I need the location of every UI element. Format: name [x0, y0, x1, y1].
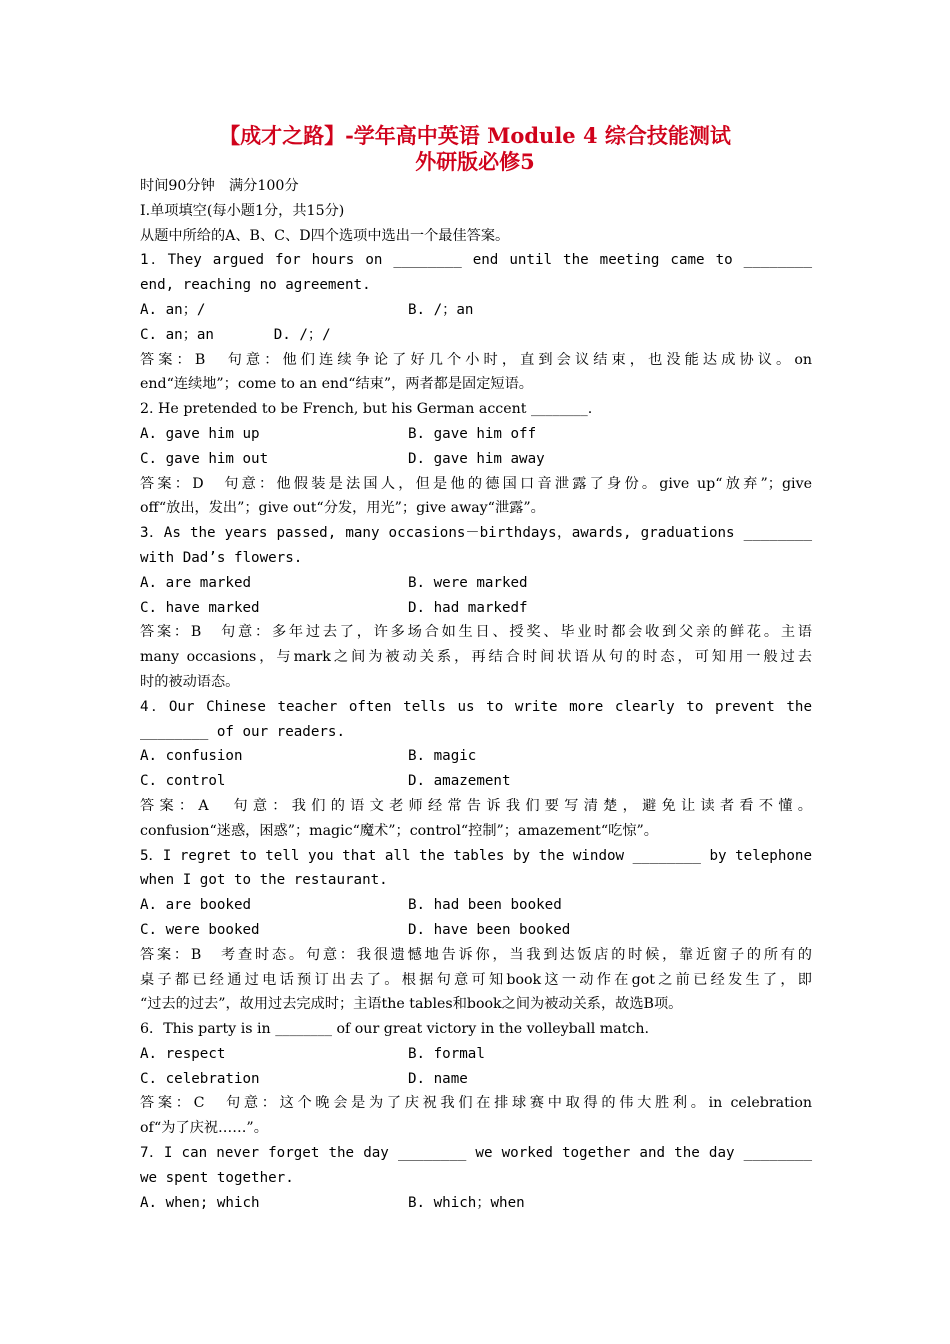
- answer-text: confusion“迷惑，困惑”；magic“魔术”；control“控制”；amazement“吃惊”。: [140, 822, 658, 839]
- option-c: C. were booked: [140, 921, 260, 938]
- question-stem: 5．I regret to tell you that all the tables by the window ________ by telephone: [140, 847, 812, 864]
- option-a: A. are marked: [140, 574, 252, 591]
- option-row: [140, 918, 812, 943]
- option-b: B. which；when: [408, 1194, 525, 1211]
- option-row: [140, 769, 812, 794]
- question-stem: with Dad’s flowers.: [140, 549, 303, 566]
- document-title: 【成才之路】-学年高中英语 Module 4 综合技能测试: [219, 123, 731, 148]
- question-stem: we spent together.: [140, 1169, 294, 1186]
- option-row: [140, 1067, 812, 1092]
- document-body: [140, 174, 812, 1215]
- question-stem: 2. He pretended to be French, but his German accent ________.: [140, 401, 593, 418]
- answer-text: off“放出，发出”；give out“分发，用光”；give away“泄露”。: [140, 500, 545, 517]
- question-stem: 6．This party is in ________ of our great victory in the volleyball match.: [140, 1021, 650, 1038]
- question-7: [140, 1141, 812, 1215]
- question-stem: when I got to the restaurant.: [140, 872, 388, 889]
- option-c: C. celebration: [140, 1070, 260, 1087]
- option-d: D. have been booked: [408, 921, 571, 938]
- answer-text: 答案：A 句意：我们的语文老师经常告诉我们要写清楚，避免让读者看不懂。: [140, 797, 812, 814]
- section-heading: Ⅰ.单项填空(每小题1分，共15分): [140, 202, 345, 219]
- document-subtitle: 外研版必修5: [415, 149, 535, 174]
- option-d: D. amazement: [408, 773, 511, 790]
- option-b: B. were marked: [408, 574, 528, 591]
- option-row: [140, 571, 812, 596]
- option-a: A. respect: [140, 1045, 226, 1062]
- answer-text: of“为了庆祝……”。: [140, 1120, 268, 1137]
- question-6: [140, 1017, 812, 1141]
- option-b: B. gave him off: [408, 425, 537, 442]
- option-row: [140, 744, 812, 769]
- option-b: B. /；an: [408, 301, 474, 318]
- question-stem: 3．As the years passed, many occasions－birthdays，awards, graduations ________: [140, 525, 812, 542]
- answer-text: 答案：B 句意：他们连续争论了好几个小时，直到会议结束，也没能达成协议。on: [140, 351, 812, 368]
- question-stem: 4．Our Chinese teacher often tells us to write more clearly to prevent the: [140, 698, 812, 715]
- option-c: C. control: [140, 773, 226, 790]
- answer-text: 时的被动语态。: [140, 673, 240, 690]
- question-2: [140, 397, 812, 521]
- answer-text: “过去的过去”，故用过去完成时；主语the tables和book之间为被动关系，故选B项。: [140, 996, 683, 1013]
- question-stem: 1．They argued for hours on ________ end until the meeting came to ________: [140, 252, 812, 269]
- answer-text: 答案：D 句意：他假装是法国人，但是他的德国口音泄露了身份。give up“放弃”；give: [140, 475, 812, 492]
- question-1: [140, 248, 812, 397]
- instruction-text: 从题中所给的A、B、C、D四个选项中选出一个最佳答案。: [140, 227, 510, 244]
- option-b: B. magic: [408, 748, 477, 765]
- option-row: [140, 893, 812, 918]
- option-b: B. formal: [408, 1045, 485, 1062]
- option-d: D. had markedf: [408, 599, 528, 616]
- option-row: [140, 1191, 812, 1216]
- answer-text: end“连续地”；come to an end“结束”，两者都是固定短语。: [140, 376, 533, 393]
- option-row: [140, 298, 812, 323]
- option-a: A. gave him up: [140, 425, 260, 442]
- option-row: [140, 1042, 812, 1067]
- question-stem: 7．I can never forget the day ________ we worked together and the day ________: [140, 1145, 812, 1162]
- answer-text: 答案：B 考查时态。句意：我很遗憾地告诉你，当我到达饭店的时候，靠近窗子的所有的: [140, 946, 812, 963]
- option-d: D. gave him away: [408, 450, 545, 467]
- option-a: A. are booked: [140, 897, 252, 914]
- question-stem: end, reaching no agreement.: [140, 277, 371, 294]
- option-c: C. have marked: [140, 599, 260, 616]
- option-row: [140, 596, 812, 621]
- answer-text: many occasions，与mark之间为被动关系，再结合时间状语从句的时态，可知用一般过去: [140, 649, 812, 666]
- option-row: [140, 447, 812, 472]
- answer-text: 答案：B 句意：多年过去了，许多场合如生日、授奖、毕业时都会收到父亲的鲜花。主语: [140, 624, 812, 641]
- question-5: [140, 844, 812, 1018]
- option-a: A. an；/: [140, 301, 206, 318]
- option-row: [140, 422, 812, 447]
- question-4: [140, 695, 812, 844]
- option-a: A. confusion: [140, 748, 243, 765]
- option-b: B. had been booked: [408, 897, 562, 914]
- option-row: C. an；an D. /；/: [140, 326, 331, 343]
- question-stem: ________ of our readers.: [140, 723, 345, 740]
- option-c: C. gave him out: [140, 450, 269, 467]
- answer-text: 答案：C 句意：这个晚会是为了庆祝我们在排球赛中取得的伟大胜利。in celebration: [140, 1095, 812, 1112]
- option-a: A. when; which: [140, 1194, 260, 1211]
- exam-meta: 时间90分钟 满分100分: [140, 178, 299, 194]
- question-3: [140, 521, 812, 695]
- answer-text: 桌子都已经通过电话预订出去了。根据句意可知book这一动作在got之前已经发生了，即: [140, 971, 812, 988]
- option-d: D. name: [408, 1070, 468, 1087]
